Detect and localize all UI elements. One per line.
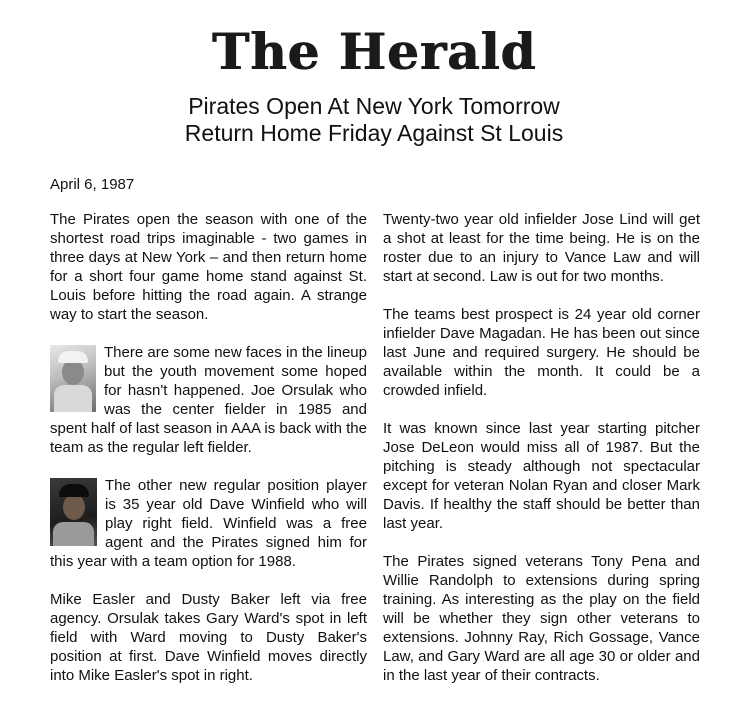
paragraph-winfield-text: The other new regular position player is 35 year old Dave Winfield who will play right field. Winfield was a free agent and the Pirates signed him for this year with a team option for 1988. (50, 477, 367, 570)
headline-line-1: Pirates Open At New York Tomorrow (188, 93, 560, 119)
player-photo-orsulak (50, 345, 96, 412)
player-photo-winfield (50, 478, 97, 546)
paragraph-pitching: It was known since last year starting pitcher Jose DeLeon would miss all of 1987. But the pitching is steady although not spectacular except for veteran Nolan Ryan and closer Mark Davis. If healthy the staff should be better than last year. (383, 420, 700, 532)
right-column (383, 210, 700, 704)
headline (0, 93, 748, 147)
paragraph-intro: The Pirates open the season with one of the shortest road trips imaginable - two games in three days at New York – and then return home for a short four game home stand against St. Louis before hitting the road again. A strange way to start the season. (50, 211, 367, 323)
paragraph-lind: Twenty-two year old infielder Jose Lind will get a shot at least for the time being. He is on the roster due to an injury to Vance Law and will start at second. Law is out for two months. (383, 211, 700, 285)
paragraph-orsulak (50, 343, 367, 457)
paragraph-extensions: The Pirates signed veterans Tony Pena and Willie Randolph to extensions during spring training. As interesting as the play on the field will be whether they sign other veterans to extensions. Johnny Ray, Rich Gossage, Vance Law, and Gary Ward are all age 30 or older and in the last year of their contracts. (383, 553, 700, 684)
headline-line-2: Return Home Friday Against St Louis (184, 120, 564, 146)
paragraph-orsulak-text: There are some new faces in the lineup but the youth movement some hoped for hasn't happened. Joe Orsulak who was the center fielder in 1985 and spent half of last season in AAA is back with the team as the regular left fielder. (50, 344, 367, 456)
paragraph-winfield (50, 476, 367, 571)
article-date: April 6, 1987 (50, 176, 135, 193)
left-column (50, 210, 367, 704)
paragraph-free-agency: Mike Easler and Dusty Baker left via free agency. Orsulak takes Gary Ward's spot in left field with Ward moving to Dusty Baker's position at first. Dave Winfield moves directly into Mike Easler's spot in right. (50, 591, 367, 684)
masthead-title: The Herald (211, 22, 537, 81)
paragraph-magadan: The teams best prospect is 24 year old corner infielder Dave Magadan. He has been out since last June and required surgery. He should be available within the month. It could be a crowded infield. (383, 306, 700, 399)
